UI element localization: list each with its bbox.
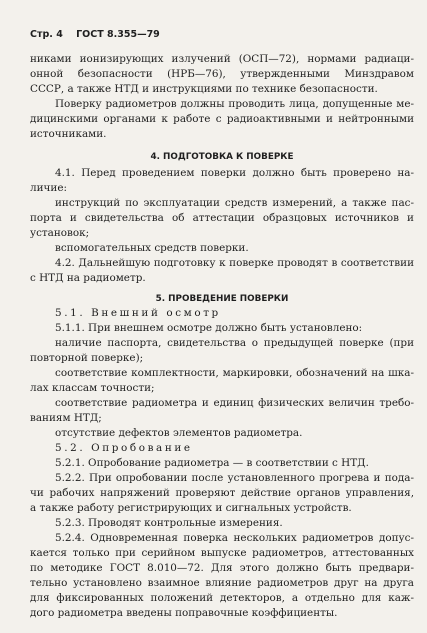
text-line: порта и свидетельства об аттестации образцовых источников и — [30, 212, 414, 224]
standard-code: ГОСТ 8.355—79 — [76, 29, 160, 40]
text-line: 5.2.3. Проводят контрольные измерения. — [55, 517, 283, 529]
text-line: ваниям НТД; — [30, 412, 102, 424]
subsection-heading: 5.2. Опробование — [55, 442, 193, 454]
section-heading: 4. ПОДГОТОВКА К ПОВЕРКЕ — [150, 152, 294, 162]
text-line: онной безопасности (НРБ—76), утвержденными Минздравом — [30, 68, 414, 80]
text-line: повторной поверке); — [30, 352, 144, 364]
text-line: вспомогательных средств поверки. — [55, 242, 249, 254]
text-line: наличие паспорта, свидетельства о предыдущей поверке (при — [55, 337, 414, 349]
text-line: никами ионизирующих излучений (ОСП—72), нормами радиаци- — [30, 53, 414, 65]
text-line: дого радиометра введены поправочные коэффициенты. — [30, 607, 338, 619]
text-line: 5.2.4. Одновременная поверка нескольких радиометров допус- — [55, 532, 414, 544]
text-line: тельно установлено взаимное влияние радиометров друг на друга — [30, 577, 414, 589]
page-number: Стр. 4 — [30, 29, 63, 40]
text-line: для фиксированных положений детекторов, а отдельно для каж- — [30, 592, 414, 604]
text-line: установок; — [30, 227, 90, 239]
text-line: соответствие радиометра и единиц физических величин требо- — [55, 397, 414, 409]
text-line: 4.1. Перед проведением поверки должно быть проверено на- — [55, 167, 414, 179]
text-line: по методике ГОСТ 8.010—72. Для этого должно быть предвари- — [30, 562, 414, 574]
section-heading: 5. ПРОВЕДЕНИЕ ПОВЕРКИ — [155, 294, 289, 304]
page-header — [30, 29, 410, 45]
text-line: чи рабочих напряжений проверяют действие органов управления, — [30, 487, 414, 499]
text-line: дицинскими органами к работе с радиоактивными и нейтронными — [30, 113, 414, 125]
text-line: лах классам точности; — [30, 382, 155, 394]
text-line: а также работу регистрирующих и сигнальных устройств. — [30, 502, 352, 514]
text-line: личие: — [30, 182, 67, 194]
text-line: отсутствие дефектов элементов радиометра. — [55, 427, 303, 439]
text-line: с НТД на радиометр. — [30, 272, 146, 284]
subsection-heading: 5.1. Внешний осмотр — [55, 307, 221, 319]
text-line: источниками. — [30, 128, 107, 140]
text-line: 5.1.1. При внешнем осмотре должно быть установлено: — [55, 322, 363, 334]
text-line: 4.2. Дальнейшую подготовку к поверке проводят в соответствии — [55, 257, 414, 269]
text-line: соответствие комплектности, маркировки, обозначений на шка- — [55, 367, 414, 379]
text-line: кается только при серийном выпуске радиометров, аттестованных — [30, 547, 414, 559]
text-line: 5.2.2. При опробовании после установленного прогрева и пода- — [55, 472, 414, 484]
text-line: Поверку радиометров должны проводить лица, допущенные ме- — [55, 98, 414, 110]
text-line: СССР, а также НТД и инструкциями по технике безопасности. — [30, 83, 378, 95]
text-line: инструкций по эксплуатации средств измерений, а также пас- — [55, 197, 414, 209]
text-line: 5.2.1. Опробование радиометра — в соответствии с НТД. — [55, 457, 369, 469]
